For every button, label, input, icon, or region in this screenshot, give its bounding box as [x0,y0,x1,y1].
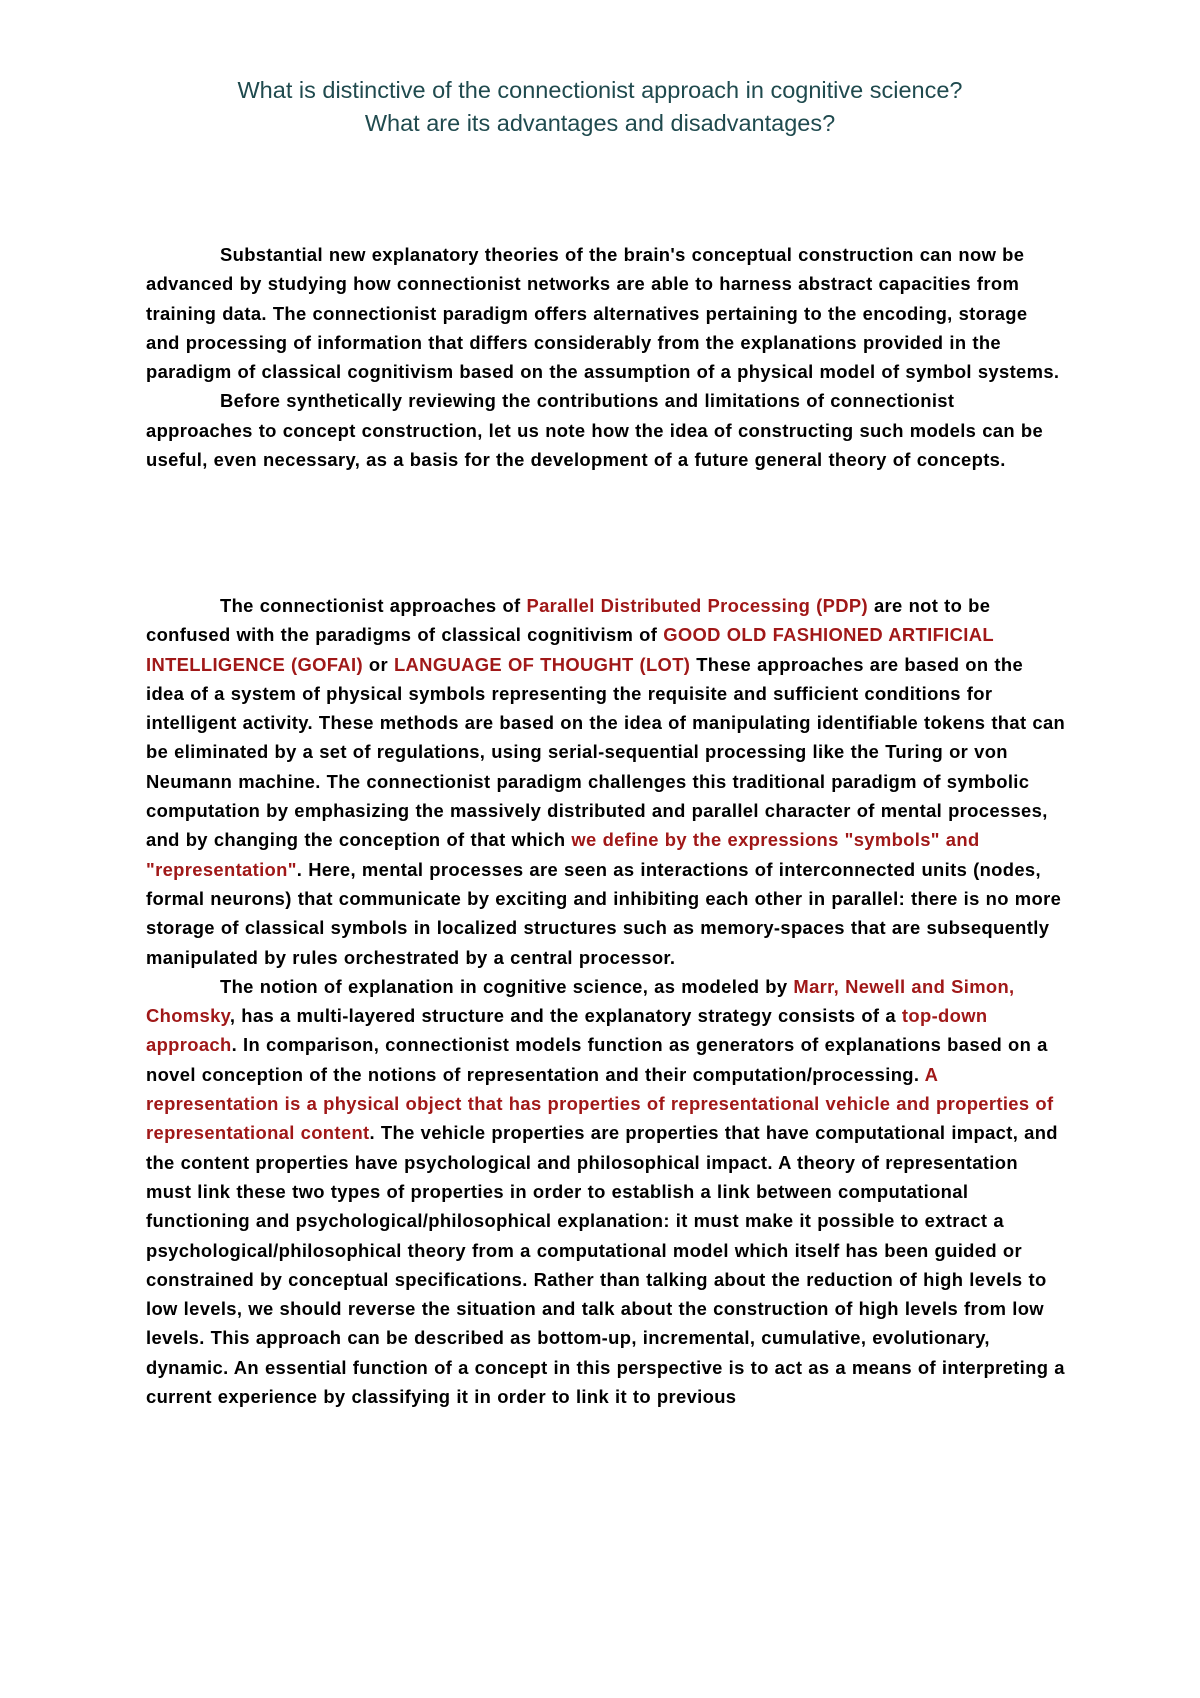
paragraph [146,972,1066,1411]
paragraph: Substantial new explanatory theories of the brain's conceptual construction can now be advanced by studying how connectionist networks are able to harness abstract capacities from training data. The connectionist paradigm offers alternatives pertaining to the encoding, storage and processing of information that differs considerably from the explanations provided in the paradigm of classical cognitivism based on the assumption of a physical model of symbol systems. [146,244,1060,383]
highlight-term: Parallel Distributed Processing (PDP) [526,595,868,616]
text-run: . The vehicle properties are properties that have computational impact, and the content properties have psychological and philosophical impact. A theory of representation must link these two types of properties in order to establish a link between computational functioning and psychological/philosophical explanation: it must make it possible to extract a psychological/philosophical theory from a computational model which itself has been guided or constrained by conceptual specifications. Rather than talking about the reduction of high levels to low levels, we should reverse the situation and talk about the construction of high levels from low levels. This approach can be described as bottom-up, incremental, cumulative, evolutionary, dynamic. An essential function of a concept in this perspective is to act as a means of interpreting a current experience by classifying it in order to link it to previous [146,1122,1065,1408]
text-run: , has a multi-layered structure and the explanatory strategy consists of a [229,1005,902,1027]
text-run: . Here, mental processes are seen as interactions of interconnected units (nodes, formal neurons) that communicate by exciting and inhibiting each other in parallel: there is no more storage of classical symbols in localized structures such as memory-spaces that are subsequently manipulated by rules orchestrated by a central processor. [146,858,1062,968]
text-run: The notion of explanation in cognitive science, as modeled by [220,975,794,997]
section-intro [146,240,1066,474]
highlight-term: top-down approach [146,1005,988,1056]
text-run: . In comparison, connectionist models function as generators of explanations based on a novel conception of the notions of representation and their computation/processing. [146,1034,1048,1085]
highlight-term: we define by the expressions "symbols" and "representation" [146,829,980,880]
section-connectionism [146,591,1066,1411]
highlight-term: GOOD OLD FASHIONED ARTIFICIAL INTELLIGENCE (GOFAI) [146,624,994,675]
highlight-term: LANGUAGE OF THOUGHT (LOT) [393,653,691,675]
highlight-term: A representation is a physical object that has properties of representational vehicle and properties of representational content [146,1063,1054,1144]
highlight-term: Marr, Newell and Simon, Chomsky [146,975,1015,1027]
paragraph: Before synthetically reviewing the contributions and limitations of connectionist approaches to concept construction, let us note how the idea of constructing such models can be useful, even necessary, as a basis for the development of a future general theory of concepts. [146,390,1044,471]
title-line-1: What is distinctive of the connectionist approach in cognitive science? [237,77,963,103]
text-run: are not to be confused with the paradigms of classical cognitivism of [146,595,991,646]
text-run: These approaches are based on the idea of a system of physical symbols representing the requisite and sufficient conditions for intelligent activity. These methods are based on the idea of manipulating identifiable tokens that can be eliminated by a set of regulations, using serial-sequential processing like the Turing or von Neumann machine. The connectionist paradigm challenges this traditional paradigm of symbolic computation by emphasizing the massively distributed and parallel character of mental processes, and by changing the conception of that which [146,653,1066,851]
title-line-2: What are its advantages and disadvantages? [364,110,836,136]
text-run: The connectionist approaches of [220,595,527,616]
text-run: or [362,653,394,675]
paragraph [146,591,1066,972]
page-title [0,74,1200,140]
